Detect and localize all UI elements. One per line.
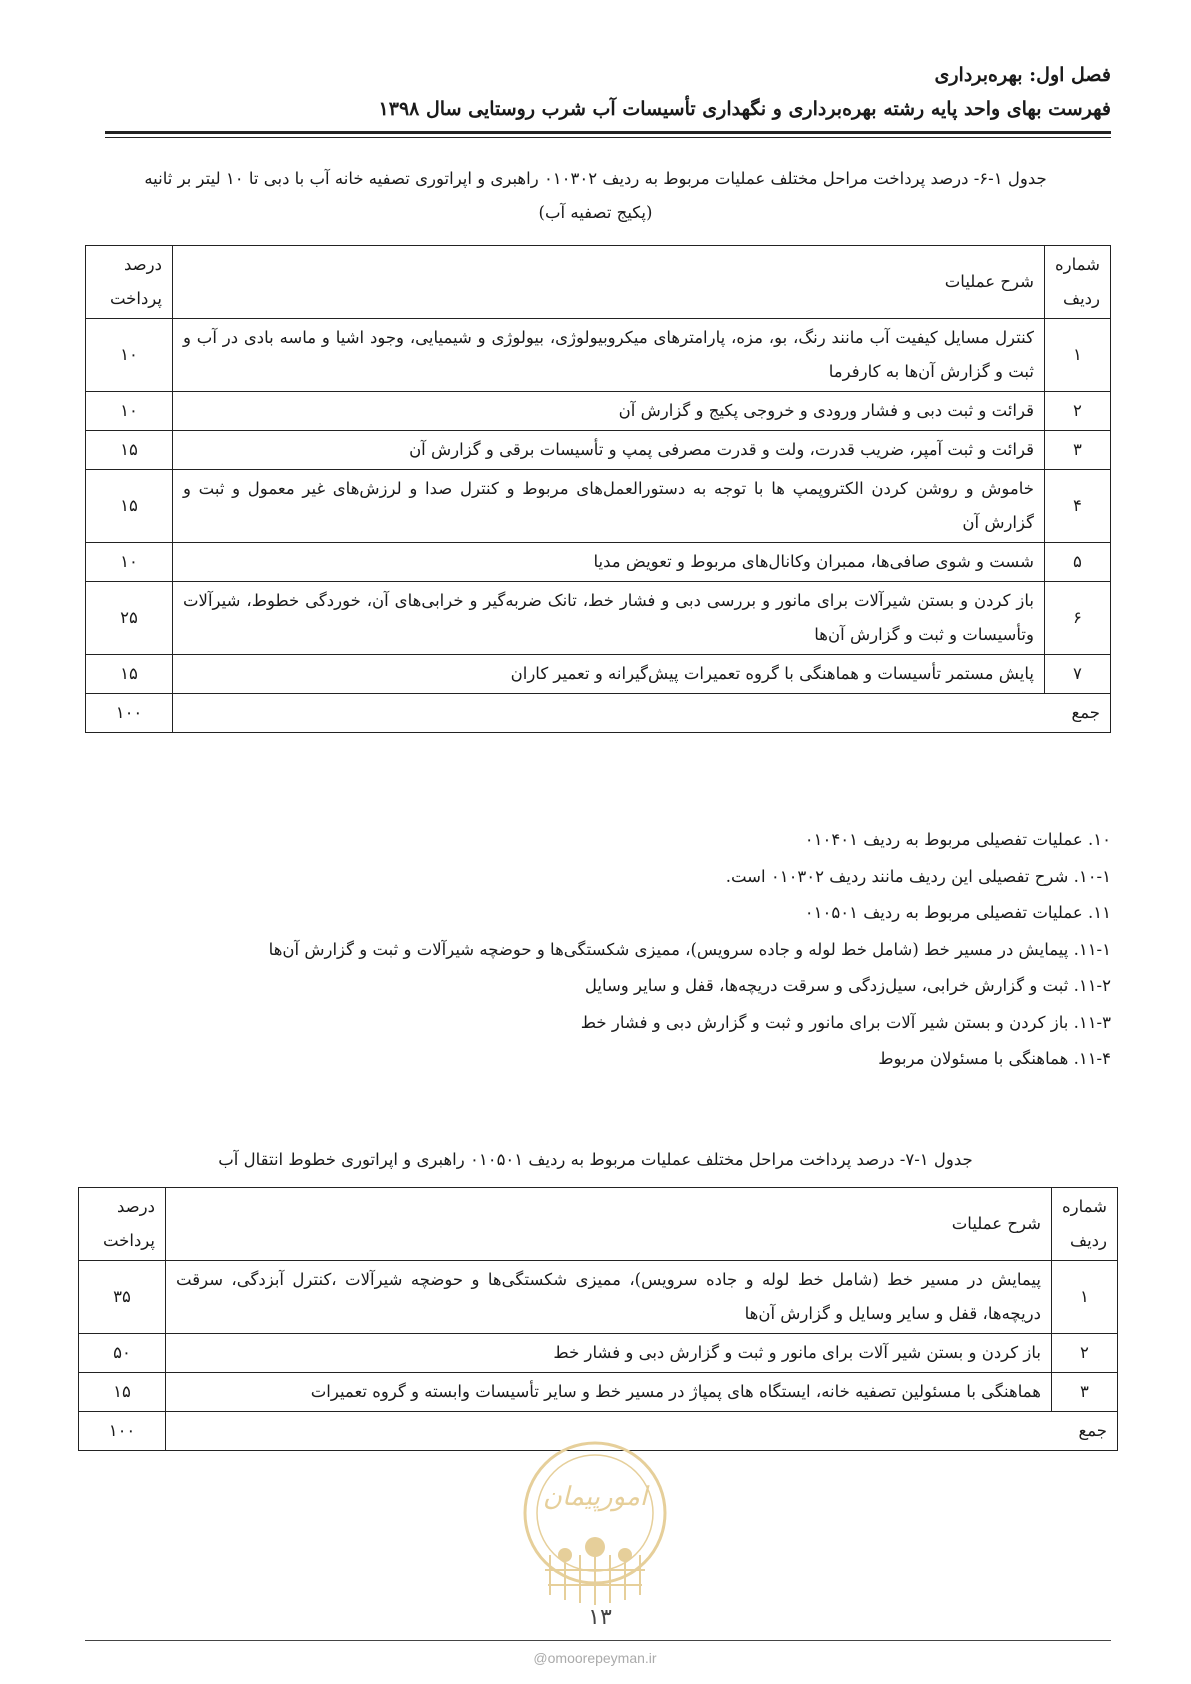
row-description: خاموش و روشن کردن الکتروپمپ ها با توجه به دستورالعمل‌های مربوط و کنترل صدا و لرزش‌های غیر معمول و ثبت و گزارش آن (173, 470, 1045, 543)
page-number: ۱۳ (588, 1605, 612, 1630)
row-description: قرائت و ثبت دبی و فشار ورودی و خروجی پکیج و گزارش آن (173, 392, 1045, 431)
table-row (86, 392, 1111, 431)
row-description: شست و شوی صافی‌ها، ممبران وکانال‌های مربوط و تعویض مدیا (173, 543, 1045, 582)
total-percent: ۱۰۰ (86, 694, 173, 733)
table2-caption: جدول ۱-۷- درصد پرداخت مراحل مختلف عملیات مربوط به ردیف ۰۱۰۵۰۱ راهبری و اپراتوری خطوط انتقال آب (218, 1150, 973, 1169)
header-rule-thick (105, 131, 1111, 134)
table1-payment-stages (85, 245, 1111, 733)
table2-col-percent: درصد پرداخت (79, 1188, 166, 1261)
total-label: جمع (173, 694, 1111, 733)
watermark-seal-icon (510, 1435, 680, 1625)
table1-col-percent: درصد پرداخت (86, 246, 173, 319)
document-title: فهرست بهای واحد پایه رشته بهره‌برداری و نگهداری تأسیسات آب شرب روستایی سال ۱۳۹۸ (378, 98, 1111, 120)
row-description: پیمایش در مسیر خط (شامل خط لوله و جاده سرویس)، ممیزی شکستگی‌ها و حوضچه شیرآلات ،کنترل آبزدگی، سرقت دریچه‌ها، قفل و سایر وسایل و گزارش آن‌ها (166, 1261, 1052, 1334)
note-item: ۱۰-۱. شرح تفصیلی این ردیف مانند ردیف ۰۱۰۳۰۲ است. (725, 866, 1111, 886)
row-number: ۵ (1044, 543, 1110, 582)
row-description: کنترل مسایل کیفیت آب مانند رنگ، بو، مزه، پارامترهای میکروبیولوژی، بیولوژی و شیمیایی، وجود اشیا و ماسه بادی در آب و ثبت و گزارش آن‌ها به کارفرما (173, 319, 1045, 392)
table2-payment-stages (78, 1187, 1118, 1451)
chapter-heading: فصل اول: بهره‌برداری (934, 64, 1111, 86)
row-description: هماهنگی با مسئولین تصفیه خانه، ایستگاه های پمپاژ در مسیر خط و سایر تأسیسات وابسته و گروه تعمیرات (166, 1373, 1052, 1412)
footer-rule (85, 1640, 1111, 1641)
footer-website-link[interactable]: @omoorepeyman.ir (533, 1650, 657, 1666)
table-row (86, 431, 1111, 470)
row-description: باز کردن و بستن شیر آلات برای مانور و ثبت و گزارش دبی و فشار خط (166, 1334, 1052, 1373)
table-row (86, 655, 1111, 694)
row-description: قرائت و ثبت آمپر، ضریب قدرت، ولت و قدرت مصرفی پمپ و تأسیسات برقی و گزارش آن (173, 431, 1045, 470)
total-label: جمع (166, 1412, 1118, 1451)
note-item: ۱۱-۴. هماهنگی با مسئولان مربوط (878, 1049, 1111, 1068)
detail-notes (269, 822, 1111, 1078)
row-number: ۲ (1051, 1334, 1117, 1373)
row-description: پایش مستمر تأسیسات و هماهنگی با گروه تعمیرات پیش‌گیرانه و تعمیر کاران (173, 655, 1045, 694)
row-number: ۶ (1044, 582, 1110, 655)
table-row (79, 1334, 1118, 1373)
table1-header-row (86, 246, 1111, 319)
row-percent: ۱۵ (79, 1373, 166, 1412)
row-percent: ۱۵ (86, 470, 173, 543)
table1-caption (80, 162, 1111, 230)
table1-col-description: شرح عملیات (173, 246, 1045, 319)
row-percent: ۱۵ (86, 655, 173, 694)
row-percent: ۱۵ (86, 431, 173, 470)
row-percent: ۱۰ (86, 392, 173, 431)
table1-caption-line1: جدول ۱-۶- درصد پرداخت مراحل مختلف عملیات مربوط به ردیف ۰۱۰۳۰۲ راهبری و اپراتوری تصفیه خانه آب با دبی تا ۱۰ لیتر بر ثانیه (144, 169, 1047, 188)
row-number: ۴ (1044, 470, 1110, 543)
row-percent: ۱۰ (86, 543, 173, 582)
table2-col-description: شرح عملیات (166, 1188, 1052, 1261)
table-row (86, 319, 1111, 392)
row-number: ۷ (1044, 655, 1110, 694)
table1-col-row-number: شماره ردیف (1044, 246, 1110, 319)
table2-header-row (79, 1188, 1118, 1261)
table-row (79, 1373, 1118, 1412)
table2-col-row-number: شماره ردیف (1051, 1188, 1117, 1261)
row-number: ۱ (1051, 1261, 1117, 1334)
row-description: باز کردن و بستن شیرآلات برای مانور و بررسی دبی و فشار خط، تانک ضربه‌گیر و خرابی‌های آن، خوردگی خطوط، شیرآلات وتأسیسات و ثبت و گزارش آن‌ها (173, 582, 1045, 655)
table-row (86, 582, 1111, 655)
note-item: ۱۱. عملیات تفصیلی مربوط به ردیف ۰۱۰۵۰۱ (804, 903, 1111, 922)
row-number: ۳ (1051, 1373, 1117, 1412)
row-number: ۳ (1044, 431, 1110, 470)
row-percent: ۲۵ (86, 582, 173, 655)
note-item: ۱۱-۳. باز کردن و بستن شیر آلات برای مانور و ثبت و گزارش دبی و فشار خط (580, 1012, 1111, 1032)
note-item: ۱۰. عملیات تفصیلی مربوط به ردیف ۰۱۰۴۰۱ (804, 830, 1111, 849)
header-rule-thin (105, 137, 1111, 138)
row-percent: ۳۵ (79, 1261, 166, 1334)
row-percent: ۱۰ (86, 319, 173, 392)
row-percent: ۵۰ (79, 1334, 166, 1373)
table1-total-row (86, 694, 1111, 733)
seal-text: امورپیمان (542, 1482, 648, 1512)
table-row (86, 470, 1111, 543)
row-number: ۱ (1044, 319, 1110, 392)
note-item: ۱۱-۲. ثبت و گزارش خرابی، سیل‌زدگی و سرقت دریچه‌ها، قفل و سایر وسایل (584, 976, 1111, 995)
total-percent: ۱۰۰ (79, 1412, 166, 1451)
table-row (86, 543, 1111, 582)
row-number: ۲ (1044, 392, 1110, 431)
table1-caption-line2: (پکیج تصفیه آب) (538, 203, 653, 222)
table-row (79, 1261, 1118, 1334)
note-item: ۱۱-۱. پیمایش در مسیر خط (شامل خط لوله و جاده سرویس)، ممیزی شکستگی‌ها و حوضچه شیرآلات و ثبت و گزارش آن‌ها (268, 939, 1111, 959)
